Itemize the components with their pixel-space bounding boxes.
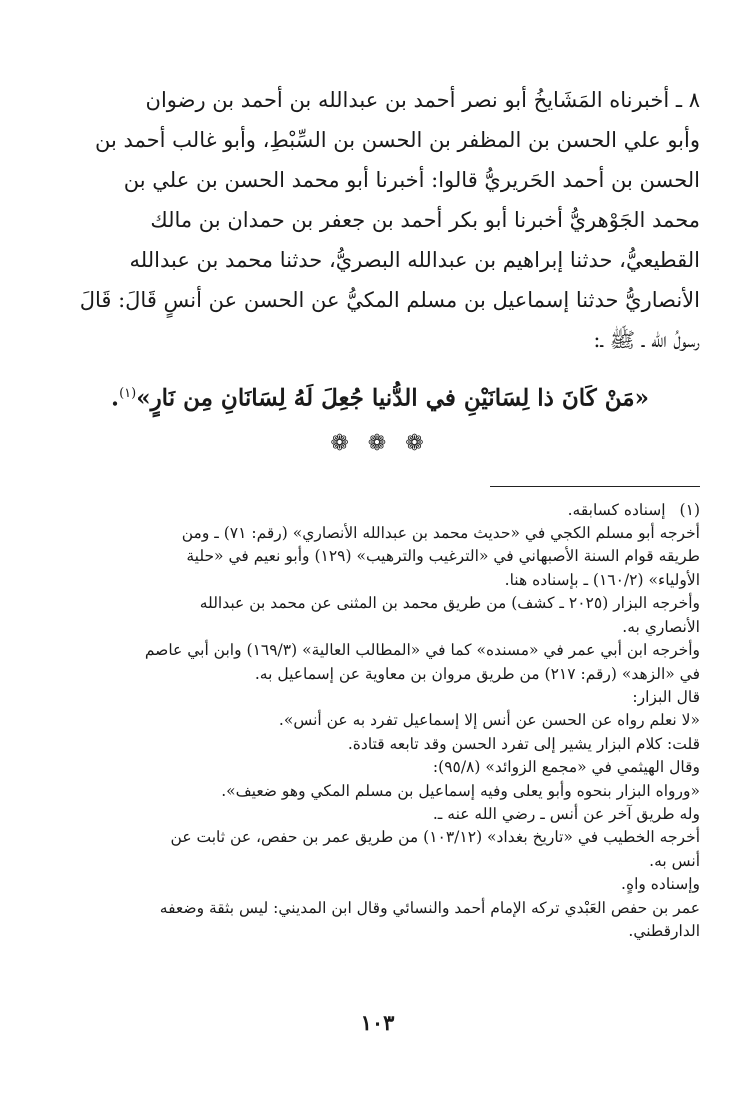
main-line: وأبو علي الحسن بن المظفر بن الحسن بن السِّبْطِ، وأبو غالب أحمد بن: [95, 128, 700, 152]
main-line: ٨ ـ أخبرناه المَشَايخُ أبو نصر أحمد بن عبدالله بن أحمد بن رضوان: [145, 88, 700, 112]
footnote-line: الأنصاري به.: [622, 617, 700, 636]
section-separator-icon: ❁ ❁ ❁: [330, 430, 430, 456]
footnote-line: أخرجه أبو مسلم الكجي في «حديث محمد بن عبدالله الأنصاري» (رقم: ٧١) ـ ومن: [181, 524, 700, 543]
footnote-line: طريقه قوام السنة الأصبهاني في «الترغيب والترهيب» (١٢٩) وأبو نعيم في «حلية: [186, 547, 700, 566]
footnote-reference: (١): [119, 386, 137, 401]
main-text: [60, 80, 700, 360]
main-line: الأنصاريُّ حدثنا إسماعيل بن مسلم المكيُّ عن الحسن عن أنسٍ قَالَ: قَالَ: [79, 288, 700, 312]
page-body: [60, 80, 700, 943]
footnote-header: [60, 499, 700, 522]
footnote-divider: [490, 486, 700, 487]
footnote-line: قلت: كلام البزار يشير إلى تفرد الحسن وقد تابعه قتادة.: [347, 734, 700, 753]
footnote-line: أنس به.: [649, 851, 700, 870]
footnote-line: قال البزار:: [632, 687, 700, 706]
footnote-line: وأخرجه البزار (٢٠٢٥ ـ كشف) من طريق محمد بن المثنى عن محمد بن عبدالله: [199, 594, 700, 613]
footnote-line: وأخرجه ابن أبي عمر في «مسنده» كما في «المطالب العالية» (١٦٩/٣) وابن أبي عاصم: [144, 641, 700, 660]
footnote-number: (١): [679, 500, 700, 519]
hadith-quote: «مَنْ كَانَ ذا لِسَانَيْنِ في الدُّنيا جُعِلَ لَهُ لِسَانَانِ مِن نَارٍ»: [136, 384, 649, 412]
footnote-line: أخرجه الخطيب في «تاريخ بغداد» (١٠٣/١٢) من طريق عمر بن حفص، عن ثابت عن: [170, 828, 700, 847]
footnote-line: «ورواه البزار بنحوه وأبو يعلى وفيه إسماعيل بن مسلم المكي وهو ضعيف».: [221, 781, 700, 800]
page-number: ١٠٣: [360, 1010, 395, 1035]
footnote-line: في «الزهد» (رقم: ٢١٧) من طريق مروان بن معاوية عن إسماعيل به.: [254, 664, 700, 683]
hadith-text: [60, 376, 700, 417]
footnote-line: وقال الهيثمي في «مجمع الزوائد» (٩٥/٨):: [432, 758, 700, 777]
footnote-line: وله طريق آخر عن أنس ـ رضي الله عنه ـ.: [432, 804, 700, 823]
footnote-first-line: إسناده كسابقه.: [567, 500, 666, 519]
footnote-line: عمر بن حفص العَبْدي تركه الإمام أحمد والنسائي وقال ابن المديني: ليس بثقة وضعفه: [159, 898, 700, 917]
main-line: محمد الجَوْهريُّ أخبرنا أبو بكر أحمد بن جعفر بن حمدان بن مالك: [150, 208, 700, 232]
footnote-line: «لا نعلم رواه عن الحسن عن أنس إلا إسماعيل تفرد به عن أنس».: [278, 711, 700, 730]
footnote-line: الأولياء» (١٦٠/٢) ـ بإسناده هنا.: [504, 570, 700, 589]
hadith-end: .: [111, 384, 120, 412]
main-line: الحسن بن أحمد الحَريريُّ قالوا: أخبرنا أبو محمد الحسن بن علي بن: [123, 168, 700, 192]
footnote-line: الدارقطني.: [628, 921, 700, 940]
footnotes: [60, 499, 700, 944]
main-line: القطيعيُّ، حدثنا إبراهيم بن عبدالله البصريُّ، حدثنا محمد بن عبدالله: [129, 248, 700, 272]
main-line: رسولُ الله ـ ﷺ ـ:: [593, 328, 700, 352]
footnote-line: وإسناده واهٍ.: [621, 875, 700, 894]
